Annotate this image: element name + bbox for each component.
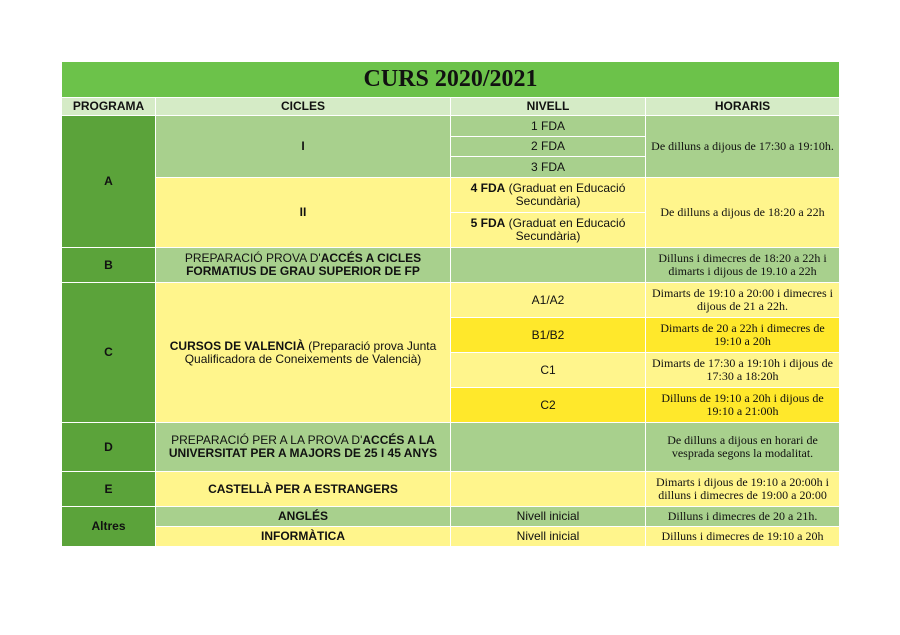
cicle-d-bold: ACCÉS A LA UNIVERSITAT PER A MAJORS DE 25 I 45 ANYS bbox=[168, 433, 438, 460]
header-cicles: CICLES bbox=[156, 98, 451, 116]
level-5fda-desc: (Graduat en Educació Secundària) bbox=[505, 216, 626, 243]
cicle-b-pre: PREPARACIÓ PROVA D' bbox=[184, 251, 321, 265]
level-5fda bbox=[451, 213, 646, 248]
cicle-e: CASTELLÀ PER A ESTRANGERS bbox=[156, 472, 451, 507]
level-4fda-code: 4 FDA bbox=[470, 181, 506, 195]
horari-c2: Dilluns de 19:10 a 20h i dijous de 19:10 a 21:00h bbox=[646, 388, 840, 423]
cicle-angles: ANGLÉS bbox=[156, 507, 451, 527]
level-c2: C2 bbox=[451, 388, 646, 423]
cicle-i: I bbox=[156, 116, 451, 178]
level-angles: Nivell inicial bbox=[451, 507, 646, 527]
level-a1a2: A1/A2 bbox=[451, 283, 646, 318]
horari-informatica: Dilluns i dimecres de 19:10 a 20h bbox=[646, 527, 840, 547]
level-b bbox=[451, 248, 646, 283]
level-e bbox=[451, 472, 646, 507]
level-c1: C1 bbox=[451, 353, 646, 388]
cicle-b-bold: ACCÉS A CICLES FORMATIUS DE GRAU SUPERIOR DE FP bbox=[186, 251, 422, 278]
horari-b: Dilluns i dimecres de 18:20 a 22h i dimarts i dijous de 19.10 a 22h bbox=[646, 248, 840, 283]
cicle-ii: II bbox=[156, 178, 451, 248]
cicle-informatica: INFORMÀTICA bbox=[156, 527, 451, 547]
cicle-b bbox=[156, 248, 451, 283]
program-altres: Altres bbox=[62, 507, 156, 547]
horari-c1: Dimarts de 17:30 a 19:10h i dijous de 17:30 a 18:20h bbox=[646, 353, 840, 388]
horari-a1a2: Dimarts de 19:10 a 20:00 i dimecres i dijous de 21 a 22h. bbox=[646, 283, 840, 318]
horari-b1b2: Dimarts de 20 a 22h i dimecres de 19:10 a 20h bbox=[646, 318, 840, 353]
program-d: D bbox=[62, 423, 156, 472]
page-title: CURS 2020/2021 bbox=[62, 62, 840, 98]
level-1fda: 1 FDA bbox=[451, 116, 646, 137]
course-schedule-table bbox=[61, 61, 840, 547]
level-3fda: 3 FDA bbox=[451, 157, 646, 178]
cicle-c-bold: CURSOS DE VALENCIÀ bbox=[169, 338, 305, 353]
cicle-c bbox=[156, 283, 451, 423]
horari-d: De dilluns a dijous en horari de vesprada segons la modalitat. bbox=[646, 423, 840, 472]
cicle-d-pre: PREPARACIÓ PER A LA PROVA D' bbox=[171, 433, 363, 447]
cicle-c-rest: (Preparació prova Junta Qualificadora de Coneixements de Valencià) bbox=[184, 338, 437, 366]
header-nivell: NIVELL bbox=[451, 98, 646, 116]
horari-cicle-i: De dilluns a dijous de 17:30 a 19:10h. bbox=[646, 116, 840, 178]
level-4fda bbox=[451, 178, 646, 213]
level-d bbox=[451, 423, 646, 472]
horari-e: Dimarts i dijous de 19:10 a 20:00h i dilluns i dimecres de 19:00 a 20:00 bbox=[646, 472, 840, 507]
program-b: B bbox=[62, 248, 156, 283]
horari-cicle-ii: De dilluns a dijous de 18:20 a 22h bbox=[646, 178, 840, 248]
header-programa: PROGRAMA bbox=[62, 98, 156, 116]
level-b1b2: B1/B2 bbox=[451, 318, 646, 353]
horari-angles: Dilluns i dimecres de 20 a 21h. bbox=[646, 507, 840, 527]
program-e: E bbox=[62, 472, 156, 507]
header-horaris: HORARIS bbox=[646, 98, 840, 116]
cicle-d bbox=[156, 423, 451, 472]
program-c: C bbox=[62, 283, 156, 423]
level-informatica: Nivell inicial bbox=[451, 527, 646, 547]
level-4fda-desc: (Graduat en Educació Secundària) bbox=[505, 181, 626, 208]
level-2fda: 2 FDA bbox=[451, 137, 646, 157]
level-5fda-code: 5 FDA bbox=[470, 216, 506, 230]
program-a: A bbox=[62, 116, 156, 248]
